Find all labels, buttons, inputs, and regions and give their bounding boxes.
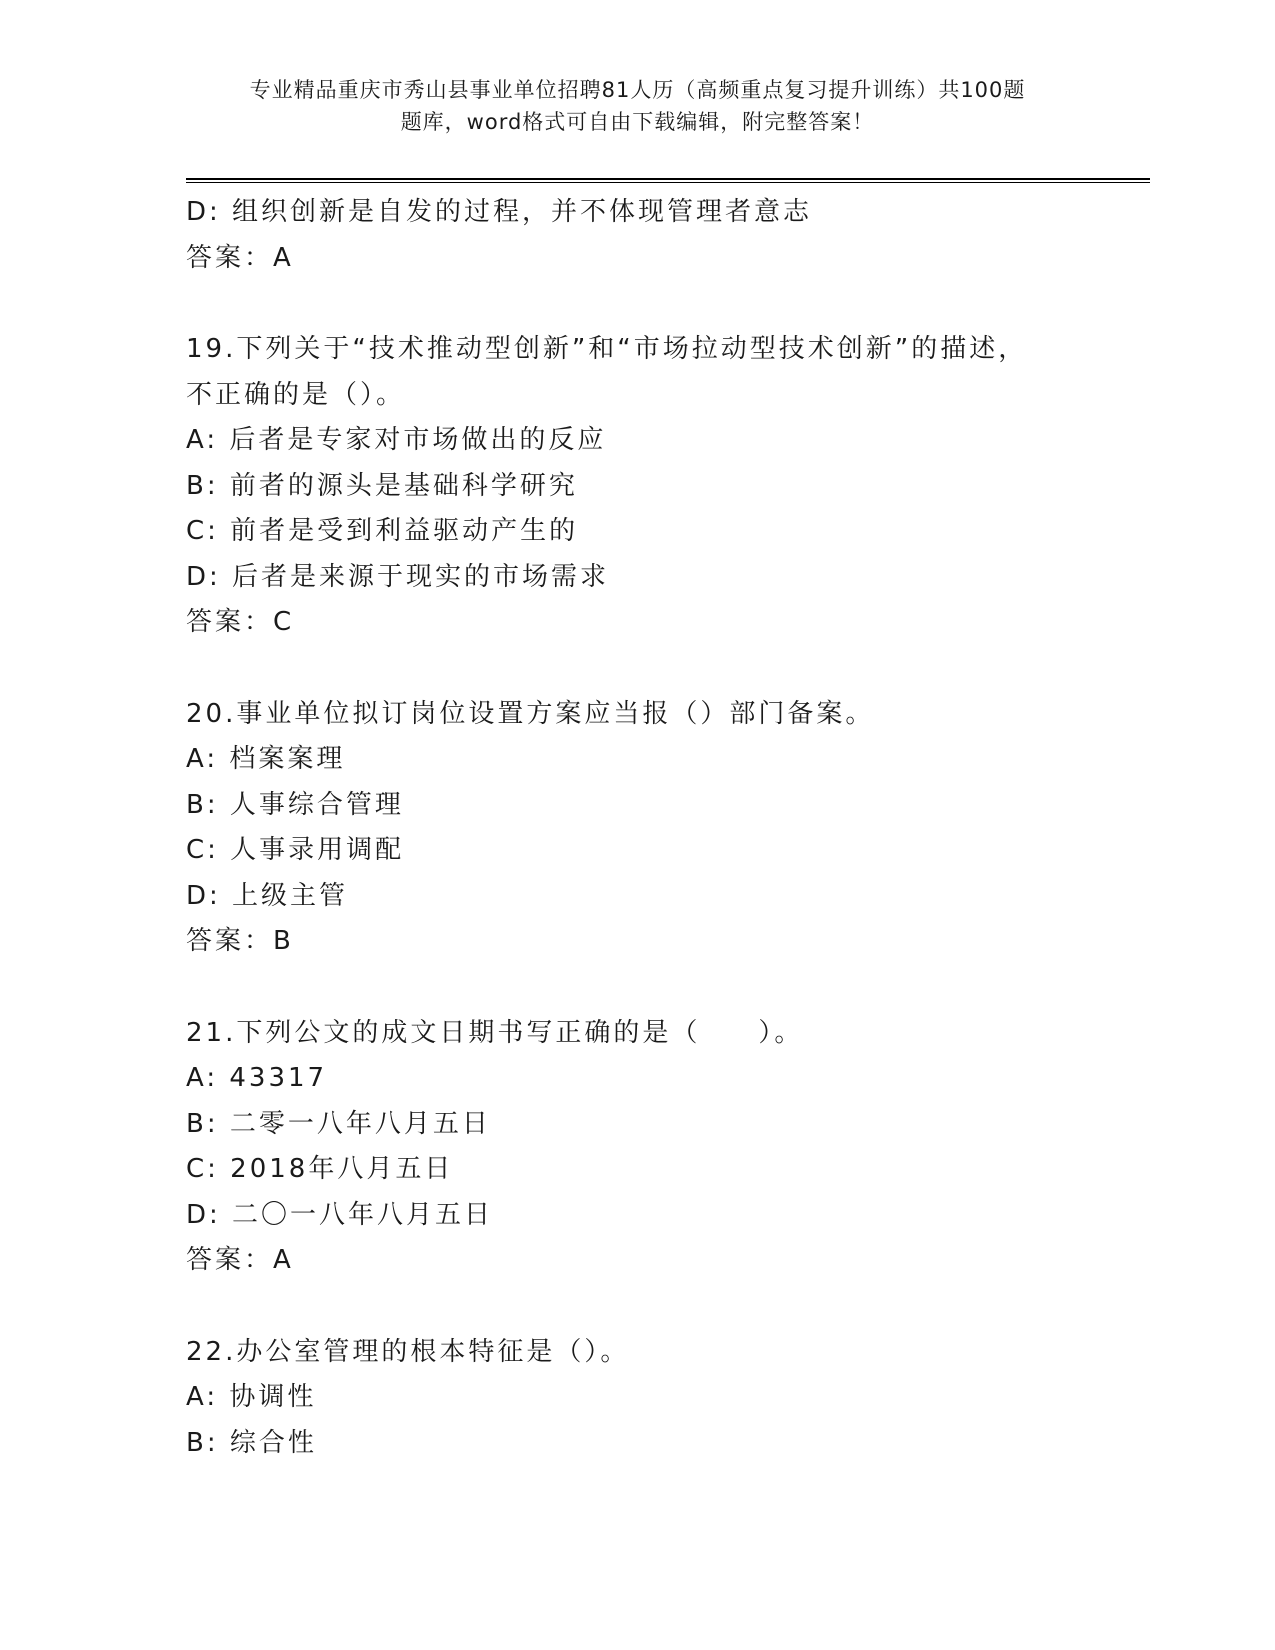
option-b: B: 综合性 — [186, 1427, 317, 1458]
spacer — [186, 281, 1126, 327]
question-stem: 20.事业单位拟订岗位设置方案应当报（）部门备案。 — [186, 698, 875, 729]
question-stem-continued: 不正确的是（）。 — [186, 379, 406, 410]
header-title-line1: 专业精品重庆市秀山县事业单位招聘81人历（高频重点复习提升训练）共100题 — [249, 78, 1026, 102]
header-title-line2: 题库，word格式可自由下载编辑，附完整答案！ — [400, 110, 875, 134]
page-header — [0, 74, 1275, 138]
question-stem: 21.下列公文的成文日期书写正确的是（ ）。 — [186, 1017, 804, 1048]
option-a: A: 协调性 — [186, 1382, 317, 1412]
question-stem: 22.办公室管理的根本特征是（）。 — [186, 1336, 630, 1367]
option-d: D: 组织创新是自发的过程，并不体现管理者意志 — [186, 197, 813, 227]
spacer — [186, 646, 1126, 692]
document-body — [186, 190, 1126, 1466]
option-b: B: 前者的源头是基础科学研究 — [186, 470, 578, 501]
question-22 — [186, 1330, 1126, 1467]
option-a: A: 档案案理 — [186, 744, 346, 774]
question-21 — [186, 1011, 1126, 1284]
option-d: D: 二〇一八年八月五日 — [186, 1199, 494, 1230]
question-20 — [186, 692, 1126, 965]
option-d: D: 后者是来源于现实的市场需求 — [186, 561, 610, 592]
option-c: C: 人事录用调配 — [186, 835, 405, 865]
option-d: D: 上级主管 — [186, 880, 349, 911]
answer: 答案：B — [186, 926, 294, 956]
question-19 — [186, 327, 1126, 646]
option-a: A: 43317 — [186, 1063, 328, 1093]
question-stem: 19.下列关于“技术推动型创新”和“市场拉动型技术创新”的描述， — [186, 334, 1028, 364]
option-a: A: 后者是专家对市场做出的反应 — [186, 425, 607, 455]
answer: 答案：A — [186, 242, 294, 273]
option-c: C: 前者是受到利益驱动产生的 — [186, 516, 579, 546]
answer: 答案：A — [186, 1245, 294, 1275]
option-c: C: 2018年八月五日 — [186, 1154, 454, 1184]
spacer — [186, 965, 1126, 1011]
option-b: B: 人事综合管理 — [186, 789, 404, 820]
spacer — [186, 1284, 1126, 1330]
header-divider — [186, 178, 1150, 183]
option-b: B: 二零一八年八月五日 — [186, 1108, 491, 1139]
answer: 答案：C — [186, 607, 295, 637]
